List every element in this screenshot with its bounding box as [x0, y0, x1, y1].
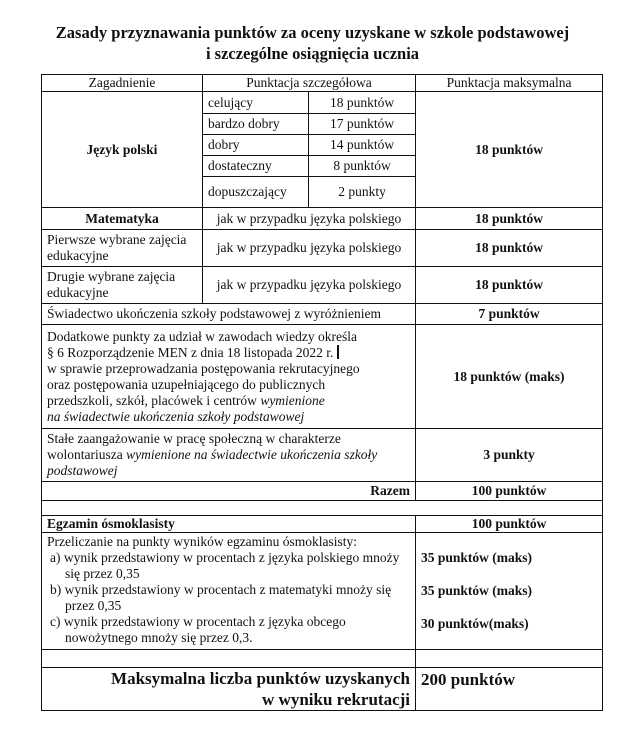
text-line: [47, 345, 410, 361]
max-item-a: 35 punktów (maks): [421, 550, 533, 565]
grade-label: dobry: [203, 135, 309, 156]
subject-pierwsze-wybrane: Pierwsze wybrane zajęcia edukacyjne: [42, 230, 203, 267]
dodatkowe-max: 18 punktów (maks): [416, 325, 603, 429]
italic-text: wymienione na świadectwie ukończenia szkoły podstawowej: [47, 447, 378, 478]
header-punktacja-maksymalna: Punktacja maksymalna: [416, 75, 603, 92]
swiadectwo-label: Świadectwo ukończenia szkoły podstawowej z wyróżnieniem: [42, 304, 416, 325]
subject-detail: jak w przypadku języka polskiego: [203, 230, 416, 267]
table-header-row: [42, 75, 603, 92]
dodatkowe-punkty-text: [42, 325, 416, 429]
title-line-2: i szczególne osiągnięcia ucznia: [205, 44, 420, 63]
table-row: [42, 533, 603, 650]
title-line-1: Zasady przyznawania punktów za oceny uzyskane w szkole podstawowej: [55, 23, 570, 42]
table-row: [42, 208, 603, 230]
spacer-row: [42, 501, 603, 516]
swiadectwo-max: 7 punktów: [416, 304, 603, 325]
total-label-line-1: Maksymalna liczba punktów uzyskanych: [111, 669, 411, 688]
grade-label: celujący: [203, 92, 309, 114]
italic-text: na świadectwie ukończenia szkoły podstawowej: [47, 408, 305, 424]
egzamin-max: 100 punktów: [416, 516, 603, 533]
stale-zaangazowanie-text: [42, 429, 416, 482]
egzamin-item-b: b) wynik przedstawiony w procentach z matematyki mnoży się przez 0,35: [50, 582, 392, 613]
empty-cell: [42, 501, 603, 516]
egzamin-item-c: c) wynik przedstawiony w procentach z języka obcego nowożytnego mnoży się przez 0,3.: [50, 614, 346, 645]
max-item-b: 35 punktów (maks): [421, 583, 533, 598]
max-item-c: 30 punktów(maks): [421, 616, 529, 631]
grade-label: dopuszczający: [203, 177, 309, 208]
egzamin-details: [42, 533, 416, 650]
empty-cell: [416, 650, 603, 668]
razem-value: 100 punktów: [416, 482, 603, 501]
empty-cell: [42, 650, 416, 668]
document-title: [0, 22, 625, 64]
spacer-row: [42, 650, 603, 668]
table-row: [42, 230, 603, 267]
table-row: [42, 429, 603, 482]
header-zagadnienie: Zagadnienie: [42, 75, 203, 92]
grade-points: 18 punktów: [309, 92, 416, 114]
text-cursor: [337, 345, 339, 359]
subject-max: 18 punktów: [416, 267, 603, 304]
egzamin-item-max: [416, 533, 603, 650]
total-label-line-2: w wyniku rekrutacji: [262, 690, 411, 709]
subject-drugie-wybrane: Drugie wybrane zajęcia edukacyjne: [42, 267, 203, 304]
grade-points: 8 punktów: [309, 156, 416, 177]
subject-jezyk-polski: Język polski: [42, 92, 203, 208]
razem-label: Razem: [42, 482, 416, 501]
table-row: [42, 304, 603, 325]
text-line: [47, 393, 410, 409]
subject-detail: jak w przypadku języka polskiego: [203, 208, 416, 230]
grade-points: 2 punkty: [309, 177, 416, 208]
points-table: [41, 74, 603, 711]
text-line: Dodatkowe punkty za udział w zawodach wiedzy określa: [47, 328, 358, 344]
total-row: [42, 668, 603, 711]
grade-label: bardzo dobry: [203, 114, 309, 135]
total-value: 200 punktów: [416, 668, 603, 711]
total-label: [42, 668, 416, 711]
subject-detail: jak w przypadku języka polskiego: [203, 267, 416, 304]
subject-max: 18 punktów: [416, 230, 603, 267]
text-span: przedszkoli, szkół, placówek i centrów: [47, 392, 257, 408]
max-jezyk-polski: 18 punktów: [416, 92, 603, 208]
table-row: [42, 267, 603, 304]
text-span: Stałe zaangażowanie w pracę społeczną w charakterze wolontariusza: [47, 431, 341, 462]
table-row: [42, 482, 603, 501]
table-row: [42, 325, 603, 429]
italic-text: wymienione: [260, 392, 325, 408]
text-span: § 6 Rozporządzenie MEN z dnia 18 listopada 2022 r.: [47, 344, 334, 360]
table-row: [42, 92, 603, 114]
egzamin-item-a: a) wynik przedstawiony w procentach z języka polskiego mnoży się przez 0,35: [50, 550, 400, 581]
grade-points: 17 punktów: [309, 114, 416, 135]
table-row: [42, 516, 603, 533]
grade-points: 14 punktów: [309, 135, 416, 156]
grade-label: dostateczny: [203, 156, 309, 177]
subject-matematyka: Matematyka: [42, 208, 203, 230]
text-line: w sprawie przeprowadzania postępowania rekrutacyjnego: [47, 360, 360, 376]
egzamin-intro: Przeliczanie na punkty wyników egzaminu ósmoklasisty:: [47, 534, 358, 549]
stale-max: 3 punkty: [416, 429, 603, 482]
text-line: oraz postępowania uzupełniającego do publicznych: [47, 376, 326, 392]
header-punktacja-szczegolowa: Punktacja szczegółowa: [203, 75, 416, 92]
egzamin-label: Egzamin ósmoklasisty: [42, 516, 416, 533]
subject-max: 18 punktów: [416, 208, 603, 230]
